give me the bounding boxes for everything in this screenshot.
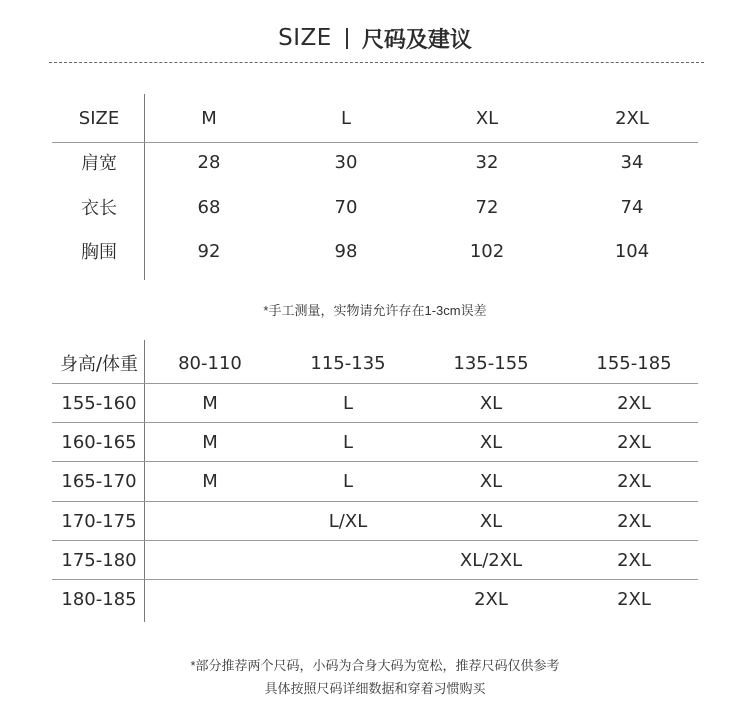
table-row-label: 180-185: [61, 588, 137, 610]
recommendation-table: [52, 340, 698, 622]
table-header-cell: 155-185: [596, 352, 672, 374]
table-cell: 74: [620, 196, 644, 218]
table-cell: 2XL: [474, 588, 508, 610]
table-row-label: 165-170: [61, 470, 137, 492]
table-cell: 72: [475, 196, 499, 218]
table-cell: 70: [334, 196, 358, 218]
table-cell: M: [202, 470, 218, 492]
table-cell: 2XL: [617, 588, 651, 610]
title-chinese: 尺码及建议: [361, 26, 472, 52]
table-row-label: 160-165: [61, 431, 137, 453]
table-cell: L: [342, 470, 354, 492]
table-cell: 2XL: [617, 392, 651, 414]
table-cell: L: [342, 392, 354, 414]
table-cell: 30: [334, 151, 358, 173]
table-cell: M: [202, 392, 218, 414]
table-header-cell: 80-110: [178, 352, 242, 374]
table-cell: [145, 502, 275, 540]
table-cell: 2XL: [617, 470, 651, 492]
measurement-table: [52, 94, 698, 280]
title-separator: [346, 28, 348, 49]
footer-line-1: *部分推荐两个尺码，小码为合身大码为宽松，推荐尺码仅供参考: [190, 658, 560, 673]
table-cell: XL: [479, 392, 503, 414]
table-cell: 2XL: [617, 431, 651, 453]
table-cell: 92: [197, 240, 221, 262]
table-cell: M: [202, 431, 218, 453]
table-cell: [283, 541, 413, 579]
table-row-label: 衣长: [81, 198, 117, 219]
table-cell: 28: [197, 151, 221, 173]
table-cell: [283, 580, 413, 618]
table-row-label: 170-175: [61, 510, 137, 532]
table-cell: L: [342, 431, 354, 453]
table-row-label: 肩宽: [81, 153, 117, 174]
table-header-cell: 135-155: [453, 352, 529, 374]
table-cell: [145, 541, 275, 579]
table-header-cell: 115-135: [310, 352, 386, 374]
footer-notes: [0, 654, 750, 700]
table-header-cell: M: [201, 107, 217, 129]
table-cell: XL: [479, 431, 503, 453]
table-row-label: 175-180: [61, 549, 137, 571]
table-cell: L/XL: [328, 510, 368, 532]
table-cell: XL: [479, 470, 503, 492]
table-row-label: 胸围: [81, 242, 117, 263]
table-cell: 2XL: [617, 510, 651, 532]
table-cell: 98: [334, 240, 358, 262]
measurement-note: *手工测量，实物请允许存在1-3cm误差: [263, 303, 487, 318]
table-cell: 102: [469, 240, 505, 262]
table-header-cell: SIZE: [78, 107, 120, 129]
table-row-label: 155-160: [61, 392, 137, 414]
table-header-cell: 2XL: [615, 107, 649, 129]
table-header-cell: L: [340, 107, 352, 129]
dashed-divider: [49, 62, 704, 63]
table-cell: 104: [614, 240, 650, 262]
table-cell: 2XL: [617, 549, 651, 571]
footer-line-2: 具体按照尺码详细数据和穿着习惯购买: [264, 681, 486, 696]
page-title: [0, 18, 750, 58]
table-header-cell: XL: [475, 107, 499, 129]
table-header-cell: 身高/体重: [59, 354, 139, 375]
table-cell: 34: [620, 151, 644, 173]
table-cell: 68: [197, 196, 221, 218]
table-cell: XL/2XL: [459, 549, 523, 571]
title-size-word: SIZE: [278, 25, 332, 51]
table-cell: [145, 580, 275, 618]
table-cell: XL: [479, 510, 503, 532]
table-cell: 32: [475, 151, 499, 173]
